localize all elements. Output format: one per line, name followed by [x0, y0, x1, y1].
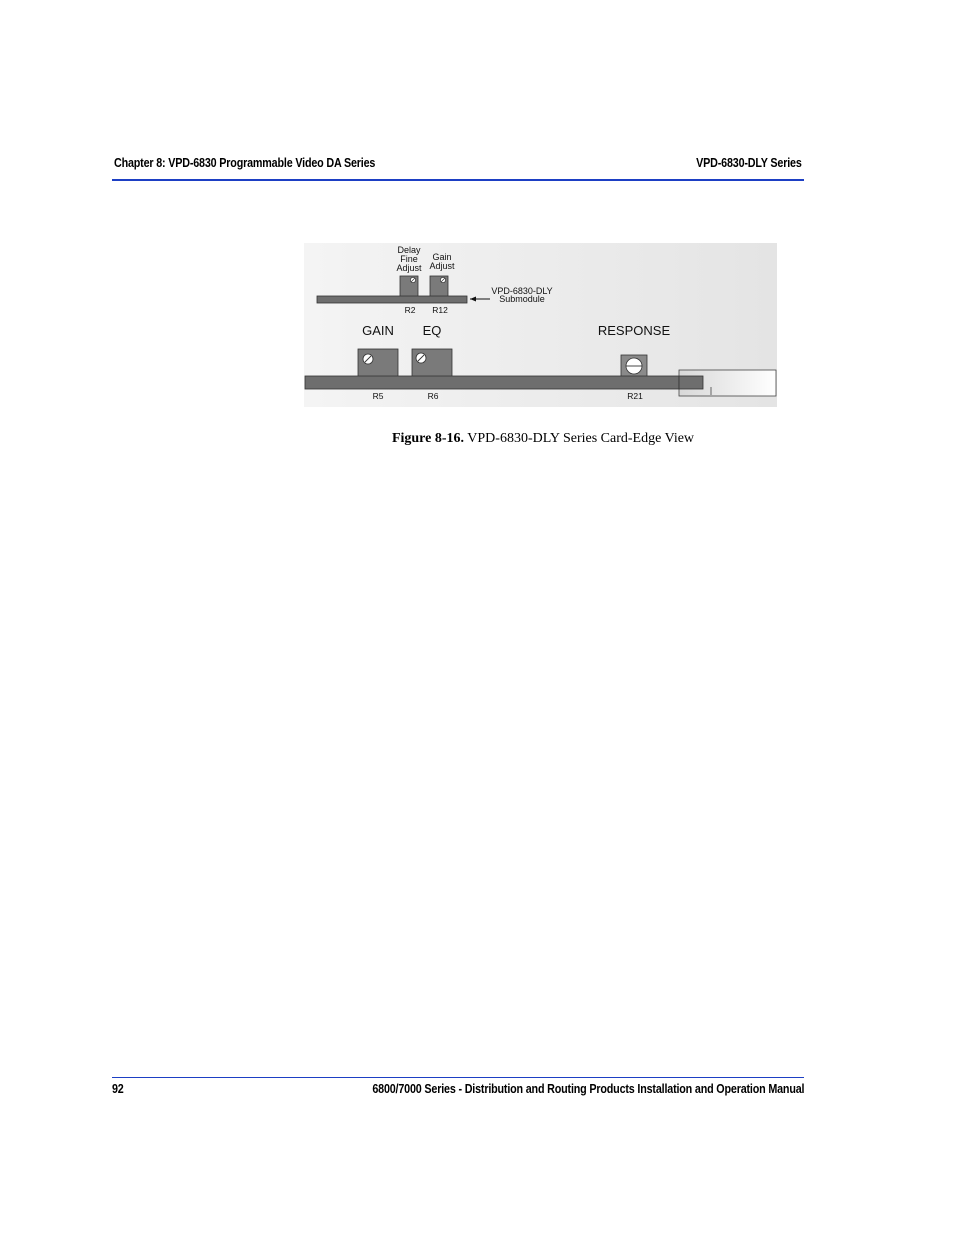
running-header-chapter: Chapter 8: VPD-6830 Programmable Video DA Series: [114, 156, 376, 170]
figure-caption-label: Figure 8-16.: [391, 431, 465, 446]
r5-label: R5: [372, 391, 384, 401]
page-number: 92: [112, 1082, 124, 1096]
r2-pot: [400, 276, 418, 298]
r5-pot: [358, 349, 398, 377]
r6-label: R6: [427, 391, 439, 401]
delay-label-1: Delay: [397, 245, 421, 255]
submodule-board: [317, 296, 467, 303]
header-rule: [112, 179, 804, 181]
card-edge-figure: [304, 243, 777, 407]
delay-label-2: Fine: [400, 254, 418, 264]
r21-pot: [621, 355, 647, 377]
gain-adjust-label-2: Adjust: [429, 261, 455, 271]
main-board: [305, 376, 703, 389]
r21-label: R21: [627, 391, 643, 401]
eq-label: EQ: [422, 323, 442, 338]
board-handle-joint: [679, 376, 703, 389]
running-footer-title: 6800/7000 Series - Distribution and Routing Products Installation and Operation Manual: [371, 1082, 804, 1096]
figure-caption: [66, 431, 954, 447]
r2-label: R2: [404, 305, 416, 315]
running-header-section: VPD-6830-DLY Series: [696, 156, 802, 170]
response-label: RESPONSE: [597, 323, 671, 338]
gain-label: GAIN: [362, 323, 394, 338]
gain-adjust-label-1: Gain: [432, 252, 452, 262]
footer-rule: [112, 1077, 804, 1078]
delay-label-3: Adjust: [396, 263, 422, 273]
submodule-label-1: VPD-6830-DLY: [491, 286, 553, 296]
r12-pot: [430, 276, 448, 298]
card-edge-diagram: [304, 243, 777, 407]
r12-label: R12: [432, 305, 448, 315]
r6-pot: [412, 349, 452, 377]
figure-caption-text: VPD-6830-DLY Series Card-Edge View: [464, 431, 695, 446]
submodule-label-2: Submodule: [499, 294, 545, 304]
